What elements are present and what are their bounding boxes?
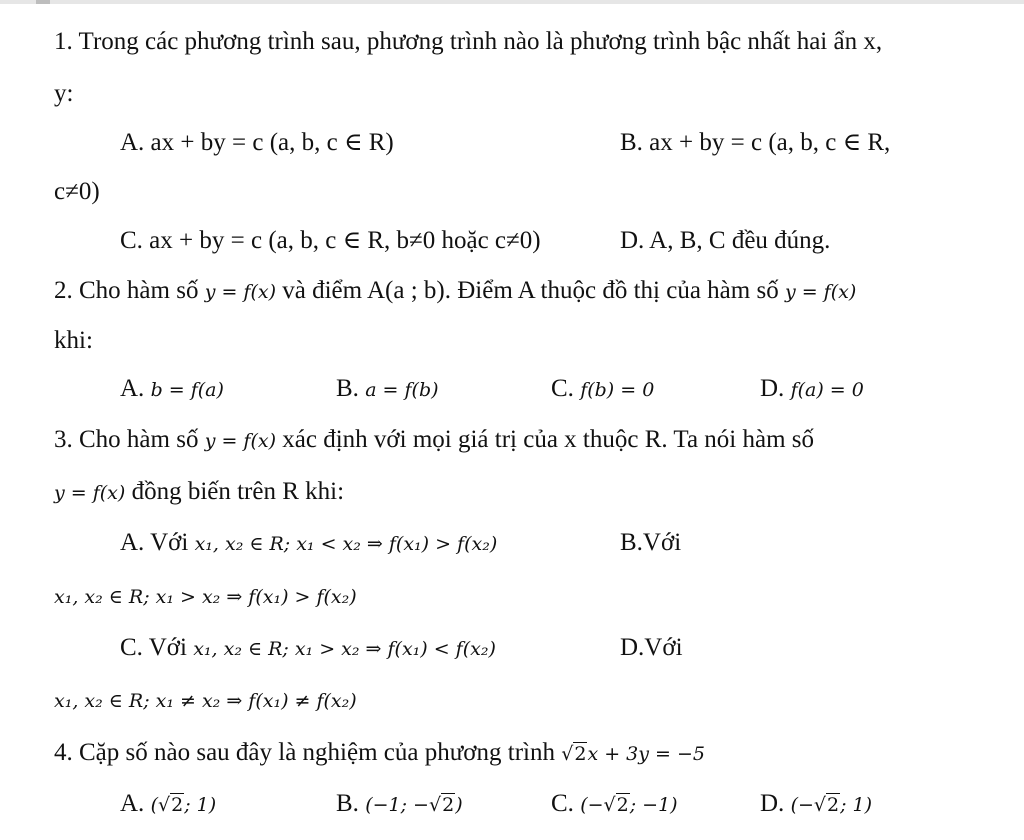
q3-stem-line2: [54, 476, 344, 509]
q3-option-b-label: B.Với: [620, 529, 682, 556]
q2-stem-middle: và điểm A(a ; b). Điểm A thuộc đồ thị của hàm số: [282, 277, 779, 304]
q3-option-d-label: D.Với: [620, 634, 683, 661]
sqrt-sign: √: [813, 794, 827, 816]
q1-option-b-line1: B. ax + by = c (a, b, c ∈ R,: [620, 129, 891, 156]
q2-d-expr: f(a) = 0: [790, 379, 864, 401]
q3-option-d-expr: [54, 684, 357, 717]
q2-formula-2: y = f(x): [784, 281, 857, 303]
q4-option-d: [760, 788, 872, 821]
q2-a-label: A.: [120, 375, 145, 402]
q2-formula-1: y = f(x): [204, 281, 277, 303]
q2-c-label: C.: [551, 375, 574, 402]
q1-option-a: A. ax + by = c (a, b, c ∈ R): [120, 129, 394, 156]
q3-option-a: [120, 527, 497, 560]
q3-formula-1: y = f(x): [204, 430, 277, 452]
q2-option-a: [120, 373, 224, 406]
q4-b-label: B.: [336, 790, 359, 817]
q3-d-expr: x₁, x₂ ∈ R; x₁ ≠ x₂ ⇒ f(x₁) ≠ f(x₂): [54, 690, 357, 712]
q4-c-label: C.: [551, 790, 574, 817]
q3-c-expr: x₁, x₂ ∈ R; x₁ > x₂ ⇒ f(x₁) < f(x₂): [193, 638, 496, 660]
q4-option-a: [120, 788, 216, 821]
sqrt-sign: √: [603, 794, 616, 816]
q3-a-expr: x₁, x₂ ∈ R; x₁ < x₂ ⇒ f(x₁) > f(x₂): [194, 533, 498, 555]
q3-formula-2: y = f(x): [54, 482, 126, 504]
q1-option-c: C. ax + by = c (a, b, c ∈ R, b≠0 hoặc c≠0): [120, 227, 541, 254]
sqrt-sign: √: [561, 743, 574, 765]
q3-stem-start: 3. Cho hàm số: [54, 426, 199, 453]
q2-option-c: [551, 373, 654, 406]
q3-option-b-expr: [54, 580, 357, 613]
q4-stem: [54, 737, 705, 770]
q2-b-expr: a = f(b): [365, 379, 439, 401]
q3-b-expr: x₁, x₂ ∈ R; x₁ > x₂ ⇒ f(x₁) > f(x₂): [54, 586, 357, 608]
q2-b-label: B.: [336, 375, 359, 402]
q4-equation: [561, 742, 705, 765]
sqrt-sign: √: [428, 794, 442, 816]
q4-d-label: D.: [760, 790, 785, 817]
q3-option-c: [120, 632, 496, 665]
q3-stem-end: đồng biến trên R khi:: [131, 478, 345, 505]
q2-option-d: [760, 373, 864, 406]
q2-stem-line2: khi:: [54, 327, 93, 354]
q3-stem-line1: [54, 424, 814, 457]
q2-c-expr: f(b) = 0: [580, 379, 655, 401]
q4-option-c: [551, 788, 678, 821]
q3-c-label: C. Với: [120, 634, 187, 661]
q1-option-d: D. A, B, C đều đúng.: [620, 227, 831, 254]
q1-stem-line1: 1. Trong các phương trình sau, phương trình nào là phương trình bậc nhất hai ẩn x,: [54, 28, 883, 55]
q4-a-expr: (√2; 1): [150, 794, 217, 816]
q4-a-label: A.: [120, 790, 145, 817]
q1-stem-line2: y:: [54, 80, 74, 107]
q2-option-b: [336, 373, 439, 406]
q1-option-b-line2: c≠0): [54, 178, 100, 205]
q4-option-b: [336, 788, 463, 821]
q4-stem-text: 4. Cặp số nào sau đây là nghiệm của phương trình: [54, 739, 555, 766]
q2-stem-line1: [54, 275, 856, 308]
q4-c-expr: (−√2; −1): [580, 794, 678, 816]
q2-stem-start: 2. Cho hàm số: [54, 277, 199, 304]
q3-a-label: A. Với: [120, 529, 189, 556]
q4-b-expr: (−1; −√2): [365, 794, 463, 816]
q4-eq-radicand: 2: [574, 743, 587, 765]
q4-d-expr: (−√2; 1): [790, 794, 873, 816]
q2-d-label: D.: [760, 375, 785, 402]
q3-stem-middle: xác định với mọi giá trị của x thuộc R. Ta nói hàm số: [282, 426, 815, 453]
q2-a-expr: b = f(a): [150, 379, 224, 401]
sqrt-sign: √: [157, 794, 171, 816]
q4-eq-rest: x + 3y = −5: [587, 743, 705, 765]
